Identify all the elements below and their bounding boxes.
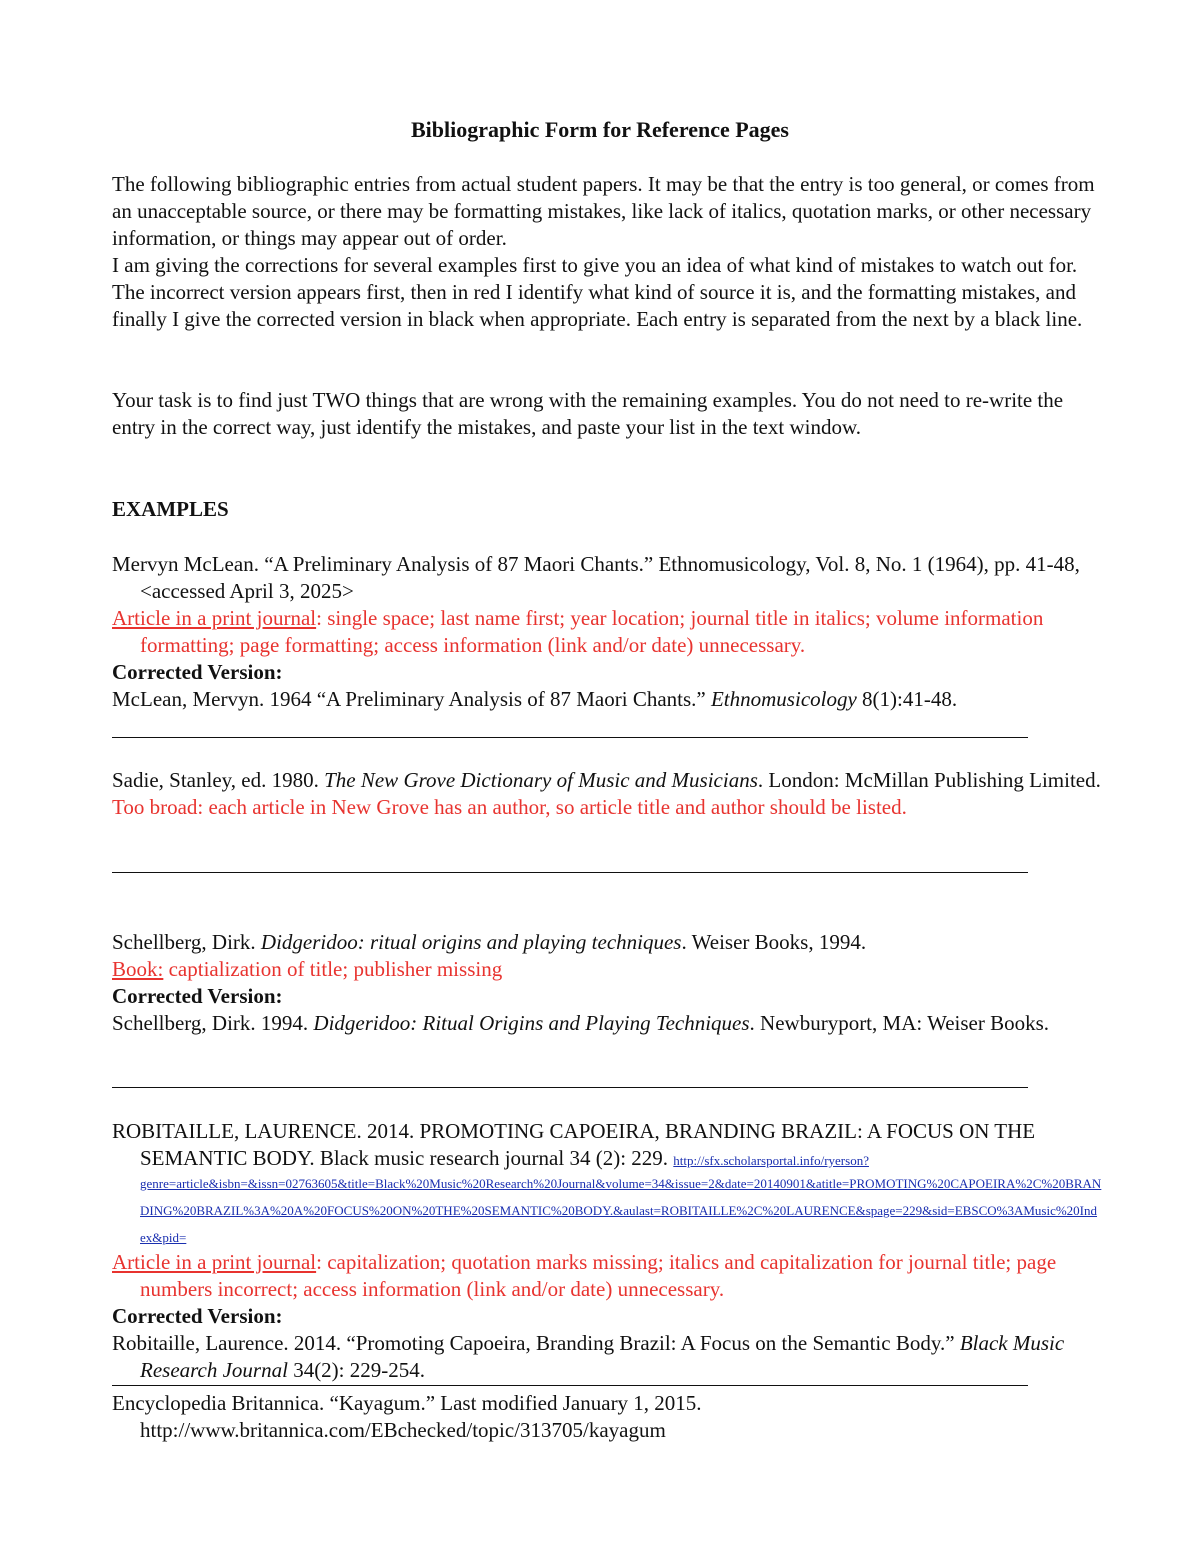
entry-note: Too broad: each article in New Grove has an author, so article title and author should be listed. (112, 795, 907, 819)
entry-original (112, 767, 1102, 794)
entry-original (112, 929, 1102, 956)
entry-text: Sadie, Stanley, ed. 1980. (112, 768, 325, 792)
entry-note (112, 1249, 1102, 1303)
entry-original: Mervyn McLean. “A Preliminary Analysis of 87 Maori Chants.” Ethnomusicology, Vol. 8, No. 1 (1964), pp. 41-48, <accessed April 3, 2025> (112, 552, 1080, 603)
separator-line (112, 872, 1028, 873)
entry-note (112, 605, 1102, 659)
entry-original (112, 1118, 1102, 1172)
entry-italic: Didgeridoo: ritual origins and playing techniques (260, 930, 682, 954)
separator-line (112, 737, 1028, 738)
intro-paragraph: I am giving the corrections for several examples first to give you an idea of what kind of mistakes to watch out for. The incorrect version appears first, then in red I identify what kind of source it is, and the formatting mistakes, and finally I give the corrected version in black when appropriate. Each entry is separated from the next by a black line. (112, 253, 1083, 331)
entry-robitaille (112, 1118, 1102, 1384)
task-section (112, 387, 1102, 441)
separator-line (112, 1385, 1028, 1386)
entry-note (112, 956, 1102, 983)
source-link[interactable]: http://sfx.scholarsportal.info/ryerson? (673, 1153, 869, 1168)
corrected-text: Robitaille, Laurence. 2014. “Promoting Capoeira, Branding Brazil: A Focus on the Semantic Body.” (112, 1331, 960, 1355)
entry-britannica (112, 1390, 1102, 1444)
examples-heading: EXAMPLES (112, 497, 229, 521)
note-text: captialization of title; publisher missing (163, 957, 503, 981)
corrected-text: 8(1):41-48. (856, 687, 958, 711)
task-paragraph: Your task is to find just TWO things that are wrong with the remaining examples. You do not need to re-write the entry in the correct way, just identify the mistakes, and paste your list in the text window. (112, 388, 1064, 439)
source-kind: Book: (112, 957, 164, 981)
entry-text: . Weiser Books, 1994. (681, 930, 867, 954)
note-text: : capitalization; quotation marks missing; italics and capitalization for journal title; page numbers incorrect; access information (link and/or date) unnecessary. (140, 1250, 1057, 1301)
corrected-label: Corrected Version: (112, 984, 283, 1008)
entry-corrected (112, 1330, 1102, 1384)
corrected-label: Corrected Version: (112, 1304, 283, 1328)
corrected-text: 34(2): 229-254. (287, 1358, 426, 1382)
entry-mclean (112, 551, 1102, 713)
corrected-italic: Ethnomusicology (710, 687, 857, 711)
source-kind: Article in a print journal (112, 606, 317, 630)
source-link-continued (112, 1168, 1102, 1249)
source-link[interactable]: genre=article&isbn=&issn=02763605&title=Black%20Music%20Research%20Journal&volume=34&issue=2&date=20140901&atitle=PROMOTING%20CAPOEIRA%2C%20BRANDING%20BRAZIL%3A%20A%20FOCUS%20ON%20THE%20SEMANTIC%20BODY.&aulast=ROBITAILLE%2C%20LAURENCE&spage=229&sid=EBSCO%3AMusic%20Index&pid= (140, 1176, 1102, 1245)
source-kind: Article in a print journal (112, 1250, 317, 1274)
page-title: Bibliographic Form for Reference Pages (411, 117, 789, 142)
intro-paragraph: The following bibliographic entries from actual student papers. It may be that the entry is too general, or comes from an unacceptable source, or there may be formatting mistakes, like lack of italics, quotation marks, or other necessary information, or things may appear out of order. (112, 172, 1095, 250)
corrected-italic: Didgeridoo: Ritual Origins and Playing Techniques (313, 1011, 750, 1035)
entry-sadie (112, 767, 1102, 821)
intro-section (112, 171, 1102, 333)
entry-italic: The New Grove Dictionary of Music and Musicians (324, 768, 758, 792)
separator-line (112, 1087, 1028, 1088)
corrected-italic: Black Music Research Journal (140, 1331, 1065, 1382)
corrected-text: . Newburyport, MA: Weiser Books. (749, 1011, 1050, 1035)
entry-corrected (112, 686, 1102, 713)
corrected-text: Schellberg, Dirk. 1994. (112, 1011, 314, 1035)
entry-text: . London: McMillan Publishing Limited. (757, 768, 1101, 792)
corrected-label: Corrected Version: (112, 660, 283, 684)
entry-text: ROBITAILLE, LAURENCE. 2014. PROMOTING CAPOEIRA, BRANDING BRAZIL: A FOCUS ON THE SEMANTIC BODY. Black music research journal 34 (2): 229. (112, 1119, 1036, 1170)
entry-corrected (112, 1010, 1102, 1037)
entry-text: Schellberg, Dirk. (112, 930, 261, 954)
entry-schellberg (112, 929, 1102, 1037)
note-text: : single space; last name first; year location; journal title in italics; volume information formatting; page formatting; access information (link and/or date) unnecessary. (140, 606, 1044, 657)
corrected-text: McLean, Mervyn. 1964 “A Preliminary Analysis of 87 Maori Chants.” (112, 687, 711, 711)
entry-original: Encyclopedia Britannica. “Kayagum.” Last modified January 1, 2015. http://www.britannica.com/EBchecked/topic/313705/kayagum (112, 1391, 702, 1442)
